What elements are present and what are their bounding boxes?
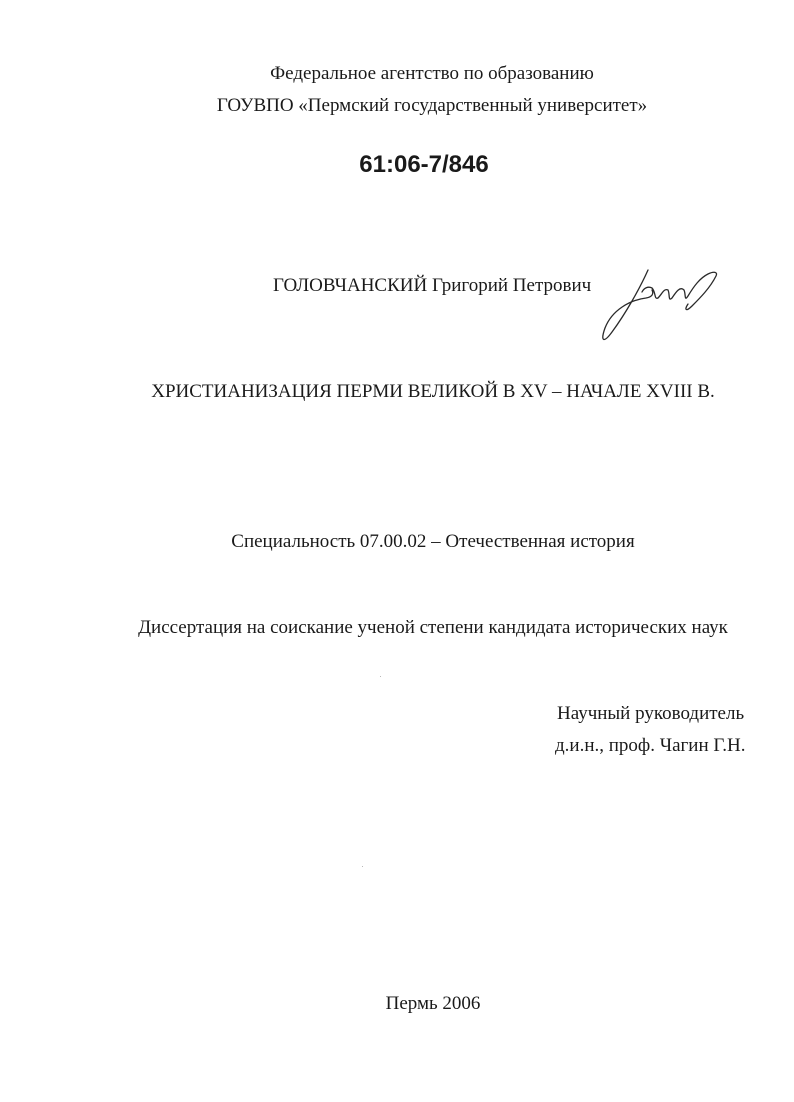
- dissertation-title: ХРИСТИАНИЗАЦИЯ ПЕРМИ ВЕЛИКОЙ В XV – НАЧАЛЕ XVIII В.: [151, 381, 715, 402]
- agency-name: Федеральное агентство по образованию: [270, 63, 594, 84]
- catalog-code-stamp: 61:06-7/846: [359, 151, 489, 178]
- university-name: ГОУВПО «Пермский государственный университет»: [216, 95, 648, 116]
- author-signature: [596, 258, 726, 346]
- city-year: Пермь 2006: [385, 993, 481, 1014]
- author-name: ГОЛОВЧАНСКИЙ Григорий Петрович: [273, 275, 592, 296]
- supervisor-name: д.и.н., проф. Чагин Г.Н.: [555, 735, 746, 756]
- specialty-line: Специальность 07.00.02 – Отечественная история: [231, 531, 635, 552]
- scan-speck: [362, 866, 363, 867]
- degree-line: Диссертация на соискание ученой степени кандидата исторических наук: [138, 617, 728, 638]
- scan-speck: [380, 676, 381, 677]
- supervisor-label: Научный руководитель: [557, 703, 745, 724]
